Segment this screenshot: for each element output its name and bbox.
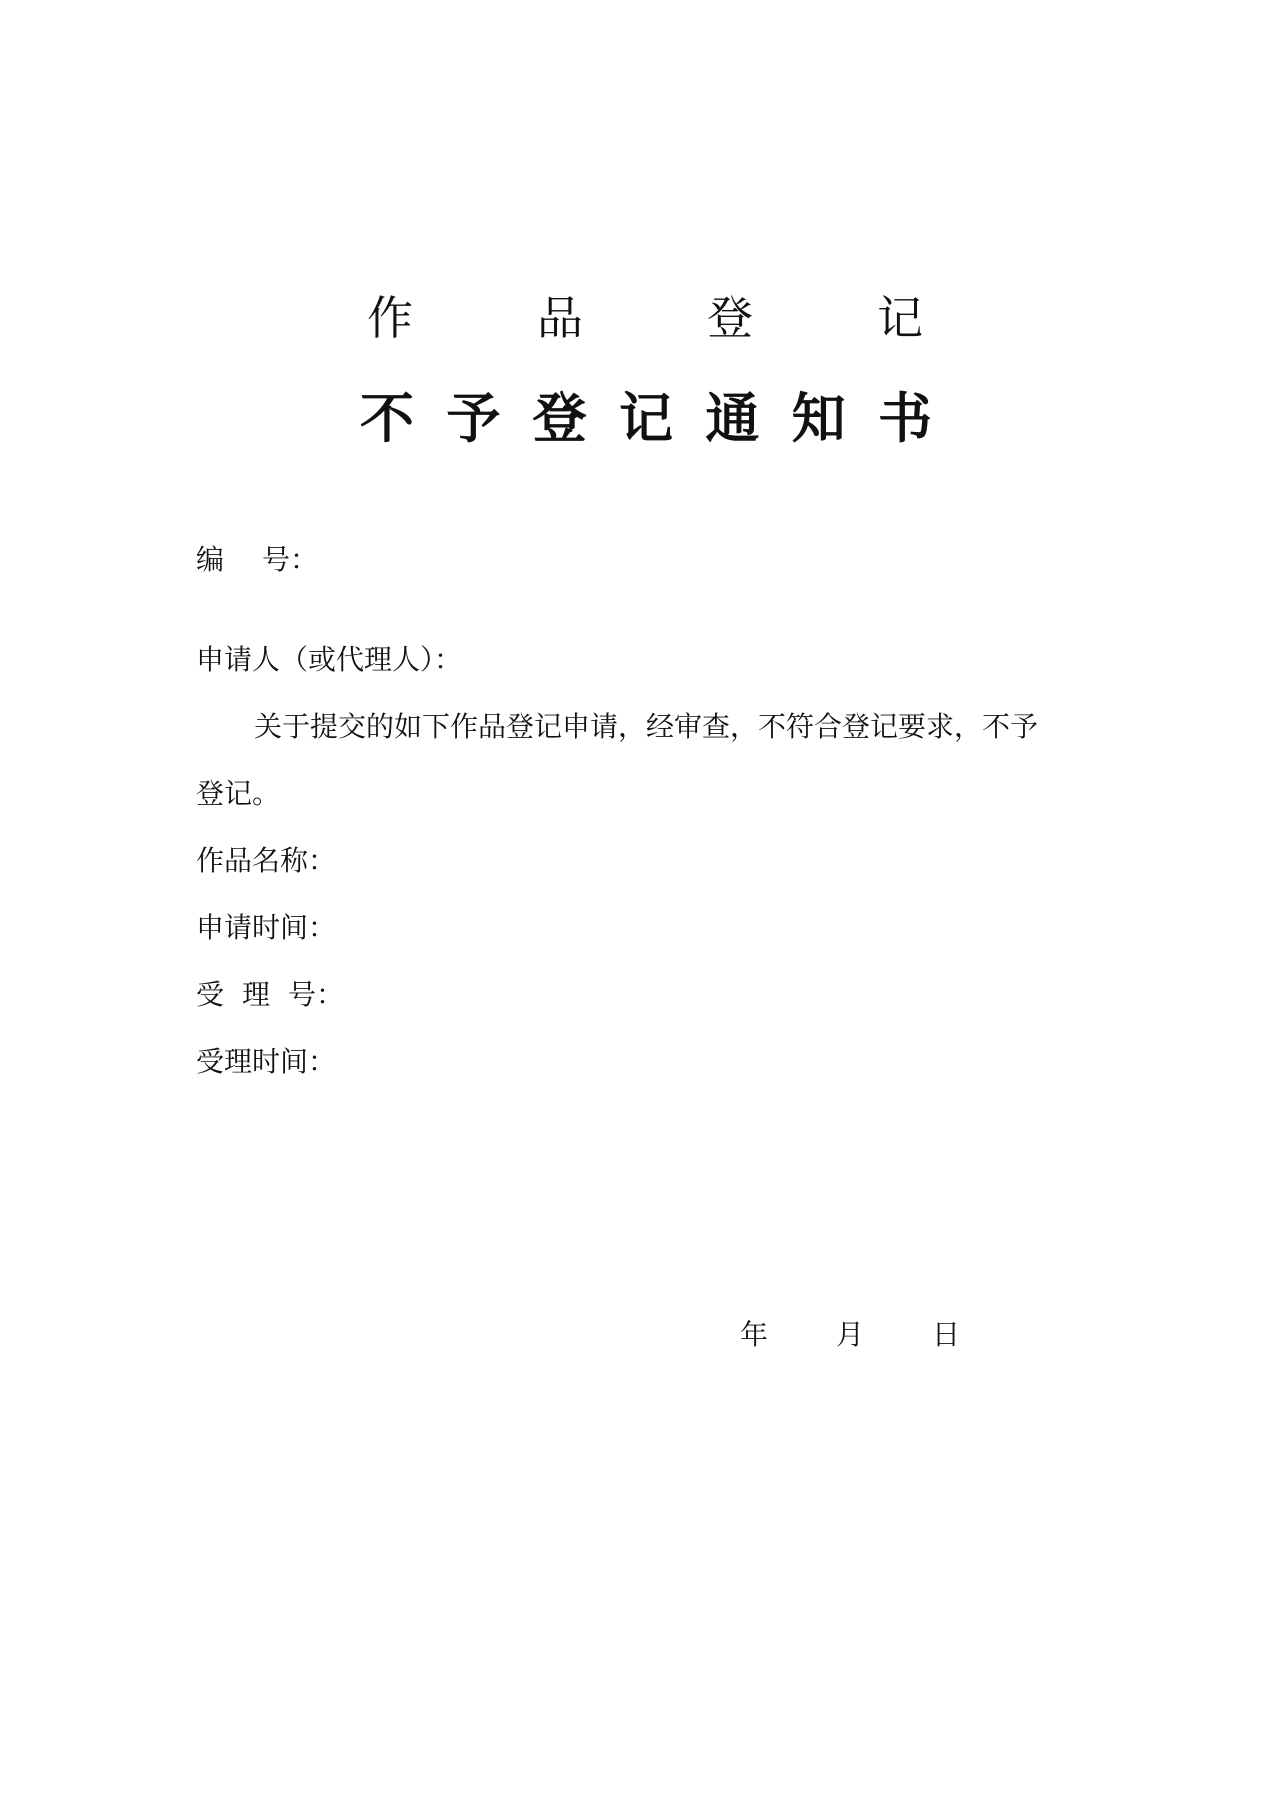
date-day: 日 — [931, 1318, 960, 1351]
title-char: 予 — [446, 386, 501, 450]
title-char: 作 — [367, 291, 413, 345]
date-year: 年 — [740, 1318, 769, 1351]
title-char: 记 — [877, 291, 923, 345]
applicant-label: 申请人（或代理人）： — [196, 643, 463, 676]
apply-time-label: 申请时间： — [196, 911, 337, 944]
serial-number-label — [196, 540, 318, 580]
title-char: 品 — [537, 291, 583, 345]
body-paragraph-line-2: 登记。 — [196, 777, 281, 810]
title-char: 通 — [705, 386, 760, 450]
title-char: 记 — [618, 386, 673, 450]
title-line-2 — [356, 382, 936, 454]
work-name-label: 作品名称： — [196, 844, 337, 877]
date-line — [740, 1315, 960, 1355]
title-char: 不 — [360, 386, 414, 450]
title-char: 知 — [791, 386, 846, 450]
accept-time-label: 受理时间： — [196, 1045, 337, 1078]
title-char: 登 — [707, 291, 753, 345]
body-paragraph-line-1: 关于提交的如下作品登记申请，经审查，不符合登记要求，不予 — [254, 710, 1039, 743]
title-line-1 — [360, 288, 930, 348]
date-month: 月 — [835, 1318, 864, 1351]
title-char: 书 — [877, 386, 932, 450]
serial-label-part-b: 号： — [262, 543, 319, 576]
title-char: 登 — [532, 386, 587, 450]
serial-label-part-a: 编 — [196, 543, 225, 576]
accept-number-char: 号： — [288, 978, 345, 1011]
accept-number-char: 受 — [196, 978, 225, 1011]
accept-number-char: 理 — [242, 978, 271, 1011]
accept-number-label — [196, 975, 344, 1015]
